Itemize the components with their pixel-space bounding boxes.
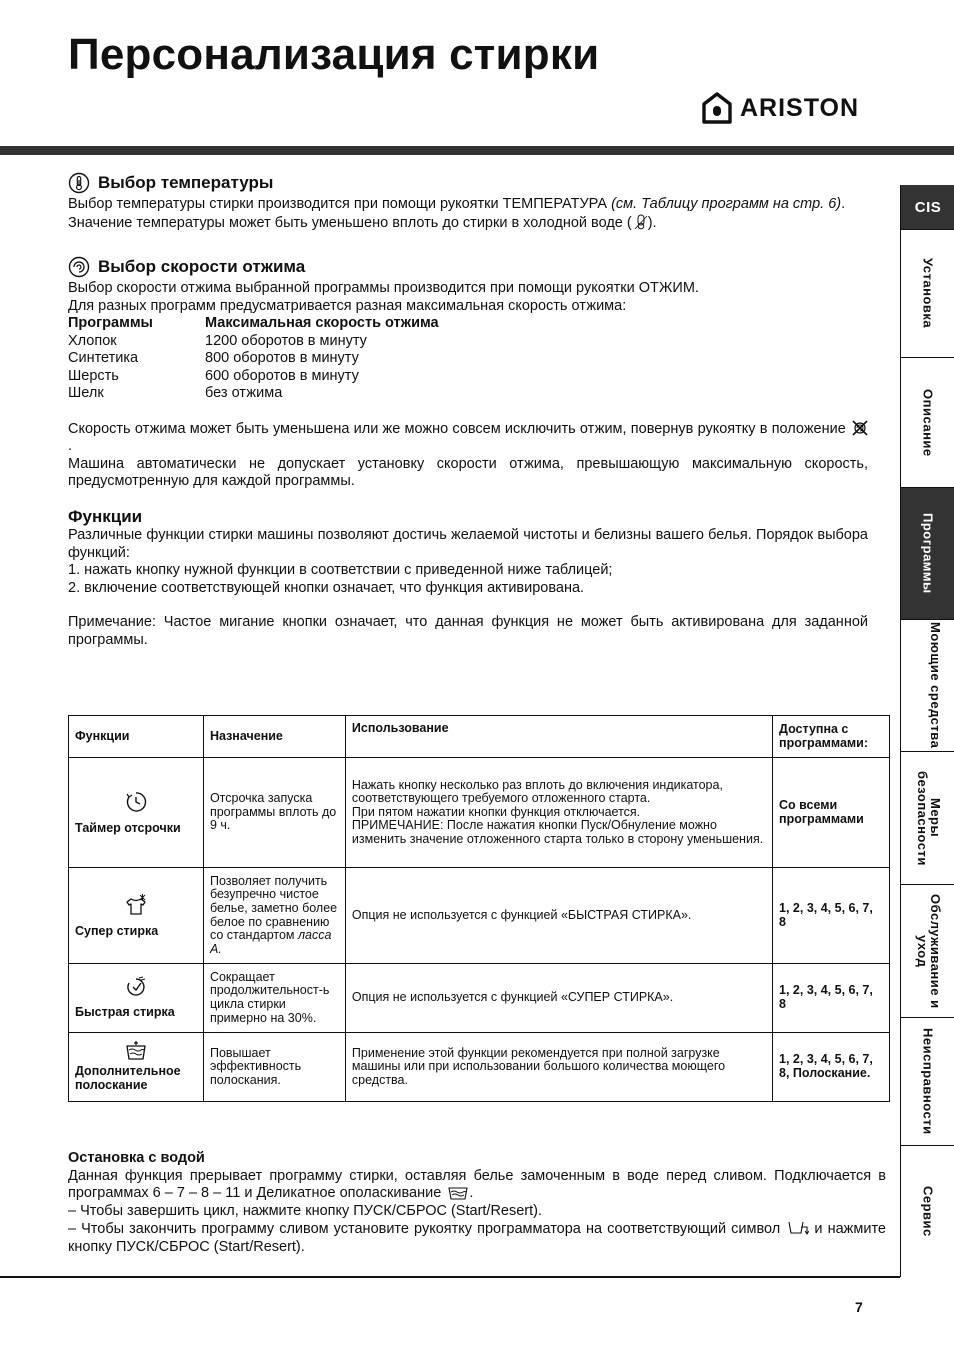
spin-speed: 1200 оборотов в минуту [205,332,367,349]
sidebar-tab-installation[interactable]: Установка [901,230,954,358]
temperature-heading-text: Выбор температуры [98,173,274,193]
spin-speed: 600 оборотов в минуту [205,367,359,384]
function-cell [69,1033,204,1102]
spin-heading-text: Выбор скорости отжима [98,257,306,277]
top-divider [0,146,954,155]
spin-note-1: Скорость отжима может быть уменьшена или же можно совсем исключить отжим, повернув рукоятку в положение . [68,420,868,456]
brand-name: ARISTON [740,93,860,122]
programs-cell: 1, 2, 3, 4, 5, 6, 7, 8 [773,868,890,964]
temperature-heading [68,172,868,194]
purpose-cell: Сокращает продолжительност-ь цикла стирки примерно на 30%. [203,964,345,1033]
function-cell [69,868,204,964]
spin-program: Шелк [68,385,104,401]
sidebar-tab-description[interactable]: Описание [901,358,954,488]
house-logo-icon [702,92,732,124]
purpose-cell: Позволяет получить безупречно чистое белье, заметно более белое по сравнению со стандартом ласса А. [203,868,345,964]
main-content [68,172,868,649]
functions-table [68,715,890,1102]
functions-intro: Различные функции стирки машины позволяют достичь желаемой чистоты и белизны вашего белья. Порядок выбора функций: [68,527,868,561]
usage-cell: Опция не используется с функцией «СУПЕР СТИРКА». [345,964,772,1033]
table-row [69,868,890,964]
function-name: Супер стирка [75,923,159,938]
usage-cell: Нажать кнопку несколько раз вплоть до включения индикатора, соответствующего требуемого отложенного старта. При пятом нажатии кнопки функция отключается. ПРИМЕЧАНИЕ: После нажатия кнопки Пуск/Обнуление можно изменить значение отложенного старта только в сторону уменьшения. [345,758,772,868]
table-header-row [69,716,890,758]
spin-icon [68,256,90,278]
sidebar-tab-programs[interactable]: Программы [901,488,954,620]
usage-cell: Применение этой функции рекомендуется при полной загрузке машины или при использовании большого количества моющего средства. [345,1033,772,1102]
super-wash-shirt-icon [124,893,148,917]
page-title: Персонализация стирки [68,30,600,79]
extra-rinse-icon [124,1041,148,1061]
stop-with-water-text-1: Данная функция прерывает программу стирки, оставляя белье замоченным в воде перед сливом. Подключается в программах 6 – 7 – 8 – 11 и Деликатное ополаскивание . [68,1167,886,1201]
sidebar-tab-service[interactable]: Сервис [920,1186,936,1237]
stop-with-water-text-2: – Чтобы завершить цикл, нажмите кнопку ПУСК/СБРОС (Start/Resert). [68,1202,543,1219]
spin-col-speed: Максимальная скорость отжима [205,315,439,331]
table-row [69,758,890,868]
sidebar-tab-cis[interactable]: CIS [901,185,954,230]
spin-program: Хлопок [68,332,117,349]
table-header: Использование [345,716,772,758]
function-cell [69,964,204,1033]
sidebar-tab-detergents[interactable]: Моющие средства [901,620,954,752]
drain-icon [787,1220,809,1236]
cold-water-icon [634,214,648,230]
delay-timer-icon [124,790,148,814]
programs-cell: 1, 2, 3, 4, 5, 6, 7, 8, Полоскание. [773,1033,890,1102]
temperature-text-1: Выбор температуры стирки производится при помощи рукоятки ТЕМПЕРАТУРА (см. Таблицу программ на стр. 6). [68,196,846,212]
quick-wash-icon [124,976,148,998]
sidebar-tab-safety[interactable]: Меры безопасности [901,752,954,885]
spin-speed-table [68,315,868,403]
thermometer-icon [68,172,90,194]
programs-cell: Со всеми программами [773,758,890,868]
function-name: Дополнительное полоскание [75,1064,181,1092]
sidebar-tab-troubleshooting[interactable]: Неисправности [901,1018,954,1146]
table-row [69,1033,890,1102]
brand-logo [702,92,859,124]
purpose-cell: Отсрочка запуска программы вплоть до 9 ч. [203,758,345,868]
functions-step-1: 1. нажать кнопку нужной функции в соответствии с приведенной ниже таблицей; [68,562,613,578]
bottom-divider [0,1276,900,1278]
spin-text-1: Выбор скорости отжима выбранной программы производится при помощи рукоятки ОТЖИМ. [68,280,699,296]
table-header: Функции [69,716,204,758]
spin-text-2: Для разных программ предусматривается разная максимальная скорость отжима: [68,297,627,314]
table-row [69,964,890,1033]
function-cell [69,758,204,868]
table-header: Доступна с программами: [773,716,890,758]
spin-note-2: Машина автоматически не допускает установку скорости отжима, превышающую максимальную скорость, предусмотренную для каждой программы. [68,455,868,489]
programs-cell: 1, 2, 3, 4, 5, 6, 7, 8 [773,964,890,1033]
sidebar-tab-maintenance[interactable]: Обслуживание и уход [901,885,954,1018]
stop-with-water-text-3: – Чтобы закончить программу сливом установите рукоятку программатора на соответствующий символ и нажмите кнопку ПУСК/СБРОС (Start/Resert). [68,1221,886,1255]
functions-heading [68,508,868,526]
delicate-rinse-icon [447,1186,469,1200]
stop-with-water-heading: Остановка с водой [68,1150,205,1166]
functions-note: Примечание: Частое мигание кнопки означает, что данная функция не может быть активирована для заданной программы. [68,614,868,648]
purpose-cell: Повышает эффективность полоскания. [203,1033,345,1102]
spin-speed: 800 оборотов в минуту [205,350,359,366]
spin-speed: без отжима [205,385,283,401]
function-name: Быстрая стирка [75,1005,175,1020]
function-name: Таймер отсрочки [75,820,181,835]
stop-with-water-section [68,1150,886,1256]
section-sidebar [900,185,954,1277]
spin-heading [68,256,868,278]
page-number: 7 [855,1299,863,1315]
usage-cell: Опция не используется с функцией «БЫСТРАЯ СТИРКА». [345,868,772,964]
temperature-text-2: Значение температуры может быть уменьшено вплоть до стирки в холодной воде ( ). [68,214,657,231]
functions-heading-text: Функции [68,506,143,526]
spin-program: Шерсть [68,367,119,384]
spin-program: Синтетика [68,350,139,366]
functions-step-2: 2. включение соответствующей кнопки означает, что функция активирована. [68,579,585,596]
table-header: Назначение [203,716,345,758]
no-spin-icon [852,420,868,436]
spin-col-programs: Программы [68,315,153,331]
